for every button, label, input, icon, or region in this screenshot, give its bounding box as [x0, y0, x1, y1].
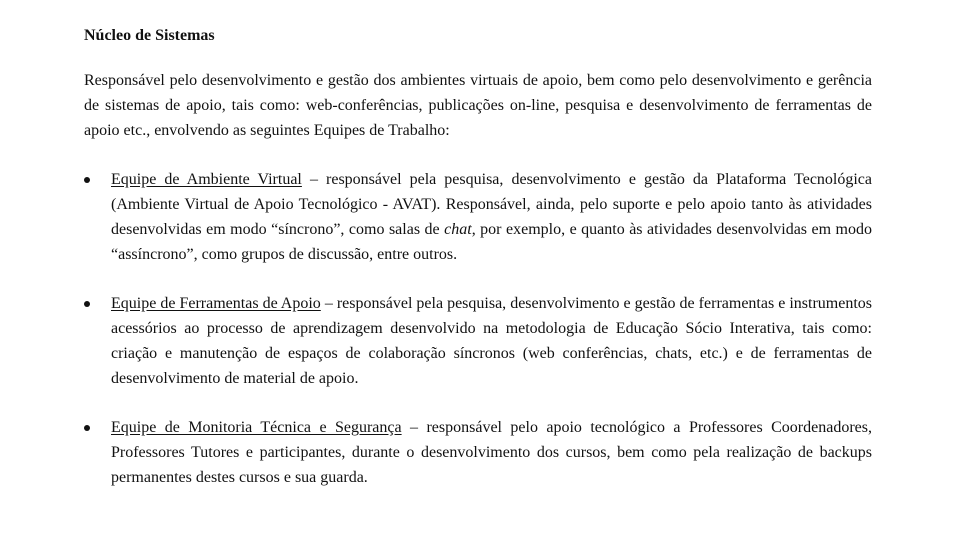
- team-description: – responsável pelo apoio tecnológico a Professores Coordenadores, Professores Tutores e participantes, durante o desenvolvimento dos cursos, bem como pela realização de backups permanentes destes cursos e sua guarda.: [111, 419, 872, 486]
- intro-paragraph: Responsável pelo desenvolvimento e gestão dos ambientes virtuais de apoio, bem como pelo desenvolvimento e gerência de sistemas de apoio, tais como: web-conferências, publicações on-line, pesquisa e desenvolvimento de ferramentas de apoio etc., envolvendo as seguintes Equipes de Trabalho:: [84, 72, 872, 139]
- team-name: Equipe de Ambiente Virtual: [111, 171, 302, 188]
- team-name: Equipe de Monitoria Técnica e Segurança: [111, 419, 402, 436]
- team-item-monitoria-tecnica: [84, 415, 872, 490]
- team-item-ferramentas-de-apoio: [84, 291, 872, 391]
- team-description-continued: , por exemplo, e quanto às atividades desenvolvidas em modo “assíncrono”, como grupos de discussão, entre outros.: [111, 221, 873, 263]
- team-description-emphasis: chat: [444, 221, 472, 238]
- bullet-icon: [84, 301, 90, 307]
- team-description: – responsável pela pesquisa, desenvolvimento e gestão da Plataforma Tecnológica (Ambiente Virtual de Apoio Tecnológico - AVAT). Responsável, ainda, pelo suporte e pelo apoio tanto às atividades desenvolvidas em modo “síncrono”, como salas de: [111, 171, 873, 238]
- section-heading: Núcleo de Sistemas: [84, 27, 215, 44]
- team-item-ambiente-virtual: [84, 167, 872, 267]
- bullet-icon: [84, 425, 90, 431]
- bullet-icon: [84, 177, 90, 183]
- team-name: Equipe de Ferramentas de Apoio: [111, 295, 321, 312]
- team-description: – responsável pela pesquisa, desenvolvimento e gestão de ferramentas e instrumentos acessórios ao processo de aprendizagem desenvolvido na metodologia de Educação Sócio Interativa, tais como: criação e manutenção de espaços de colaboração síncronos (web conferências, chats, etc.) e de ferramentas de desenvolvimento de material de apoio.: [111, 295, 872, 387]
- document-page: [84, 24, 872, 490]
- team-list: [84, 167, 872, 490]
